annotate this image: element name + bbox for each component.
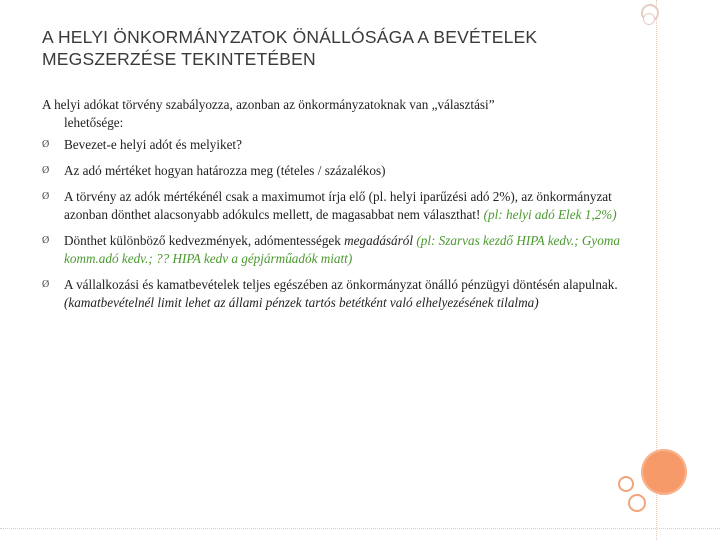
decor-circle-small-left	[618, 476, 634, 492]
bullet-item-5	[42, 276, 632, 312]
bullet-text: Dönthet különböző kedvezmények, adómentességek	[64, 233, 345, 248]
bullet-arrow-icon: Ø	[42, 139, 50, 150]
bullet-item-1	[42, 136, 632, 154]
bullet-text: A törvény az adók mértékénél csak a maximumot írja elő (pl. helyi iparűzési adó 2%), az önkormányzat azonban dönthet alacsonyabb adókulcs mellett, de magasabbat nem választhat!	[64, 189, 612, 222]
bullet-item-2	[42, 162, 632, 180]
bullet-list	[42, 136, 632, 312]
bullet-arrow-icon: Ø	[42, 279, 50, 290]
bullet-emphasis: megadásáról	[344, 233, 414, 248]
bullet-arrow-icon: Ø	[42, 165, 50, 176]
bullet-text: Bevezet-e helyi adót és melyiket?	[64, 137, 242, 152]
bullet-item-3	[42, 188, 632, 224]
slide-title: A HELYI ÖNKORMÁNYZATOK ÖNÁLLÓSÁGA A BEVÉTELEK MEGSZERZÉSE TEKINTETÉBEN	[42, 27, 538, 69]
decor-circle-orange	[641, 449, 687, 495]
bullet-example: (pl: helyi adó Elek 1,2%)	[480, 207, 617, 222]
frame-horizontal-line	[0, 528, 720, 529]
intro-line-2: lehetősége:	[64, 115, 124, 130]
bullet-note: (kamatbevételnél limit lehet az állami pénzek tartós betétként való elhelyezésének tilalma)	[64, 295, 539, 310]
decor-circle-small-bottom	[628, 494, 646, 512]
bullet-text: A vállalkozási és kamatbevételek teljes egészében az önkormányzat önálló pénzügyi döntésén alapulnak.	[64, 277, 618, 292]
bullet-item-4	[42, 232, 632, 268]
bullet-arrow-icon: Ø	[42, 235, 50, 246]
bullet-example: (pl: Szarvas kezdő HIPA kedv.; Gyoma komm.adó kedv.; ?? HIPA kedv a gépjárműadók miatt)	[64, 233, 620, 266]
intro-line-1: A helyi adókat törvény szabályozza, azonban az önkormányzatoknak van „választási”	[42, 97, 495, 112]
bullet-text: Az adó mértéket hogyan határozza meg (tételes / százalékos)	[64, 163, 386, 178]
intro-text	[42, 96, 602, 132]
bullet-arrow-icon: Ø	[42, 191, 50, 202]
decor-circle-top-small	[643, 13, 655, 25]
